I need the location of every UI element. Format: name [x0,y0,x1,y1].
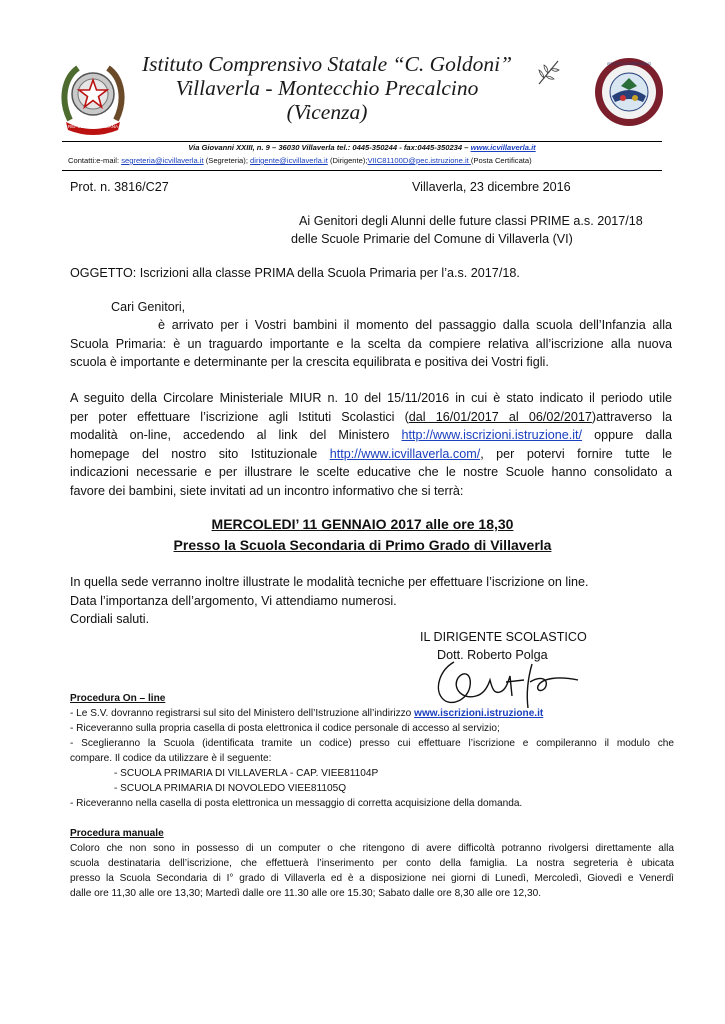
ministry-link[interactable]: http://www.iscrizioni.istruzione.it/ [401,428,583,442]
school-title-line1: Istituto Comprensivo Statale “C. Goldoni” [141,52,513,76]
manual-line1: Coloro che non sono in possesso di un computer o che ritengono di avere difficoltà potranno rivolgersi direttamente alla [70,843,674,854]
meeting-place: Presso la Scuola Secondaria di Primo Grado di Villaverla [173,537,552,553]
manual-heading: Procedura manuale [70,828,164,839]
school-title-line3: (Vicenza) [286,100,368,124]
website-link[interactable]: www.icvillaverla.it [470,143,536,152]
paragraph-intro [70,316,672,372]
school-code-novoledo: - SCUOLA PRIMARIA DI NOVOLEDO VIEE81105Q [114,783,347,794]
iscrizioni-link[interactable]: www.iscrizioni.istruzione.it [414,708,544,719]
manual-line4: dalle ore 11,30 alle ore 13,30; Martedì dalle ore 11.30 alle ore 15.30; Sabato dalle ore 8,30 alle ore 12,30. [70,888,541,899]
greeting: Cari Genitori, [111,300,186,314]
school-title-line2: Villaverla - Montecchio Precalcino [175,76,479,100]
online-step-confirm: - Riceveranno nella casella di posta elettronica un messaggio di corretta acquisizione della domanda. [70,798,523,809]
closing-line3: Cordiali saluti. [70,612,150,626]
circular-line1: A seguito della Circolare Ministeriale MIUR n. 10 del 15/11/2016 in cui è stato indicato il periodo utile [70,391,672,405]
institute-logo [593,56,665,128]
intro-line3: scuola è importante e determinante per la crescita equilibrata e positiva dei Vostri figli. [70,355,549,369]
contacts-line: Contatti:e-mail: segreteria@icvillaverla.it (Segreteria); dirigente@icvillaverla.it (Dirigente);VIIC81100D@pec.istruzione.it (Posta Certificata) [68,156,532,165]
online-step-choose: - Sceglieranno la Scuola (identificata tramite un codice) presso cui effettuare l’iscrizione e compileranno il modulo che [70,738,674,749]
emblem-ribbon-text: REPUBBLICA ITALIANA [67,124,119,129]
school-title [137,52,517,124]
meeting-date: MERCOLEDI’ 11 GENNAIO 2017 alle ore 18,30 [211,516,514,532]
online-procedure-section [70,691,674,811]
manual-procedure-section [70,826,674,901]
circular-line2: per poter effettuare l’iscrizione agli Istituti Scolastici (dal 16/01/2017 al 06/02/2017)attraverso la [70,409,672,424]
paragraph-closing [70,573,672,629]
closing-line2: Data l’importanza dell’argomento, Vi attendiamo numerosi. [70,593,397,608]
subject-line: OGGETTO: Iscrizioni alla classe PRIMA della Scuola Primaria per l’a.s. 2017/18. [70,266,520,280]
recipient-line1: Ai Genitori degli Alunni delle future classi PRIME a.s. 2017/18 [299,214,643,228]
online-step-register: - Le S.V. dovranno registrarsi sul sito del Ministero dell’Istruzione all’indirizzo www.iscrizioni.istruzione.it [70,708,544,719]
signer-name: Dott. Roberto Polga [437,648,548,662]
email-pec-link[interactable]: VIIC81100D@pec.istruzione.it [367,156,471,165]
manual-line3: presso la Scuola Secondaria di I° grado di Villaverla ed è a disposizione nei giorni di Lunedì, Mercoledì, Giovedì e Venerdì [70,873,674,884]
intro-line1: è arrivato per i Vostri bambini il momento del passaggio dalla scuola dell’Infanzia alla [158,318,672,332]
circular-line5: indicazioni necessarie e per illustrare le scelte educative che le nostre Scuole hanno consolidato a [70,465,672,479]
paragraph-circular [70,389,672,500]
circular-line4: homepage del nostro sito Istituzionale http://www.icvillaverla.com/, per potervi fornire tutte le [70,446,672,461]
recipient-line2: delle Scuole Primarie del Comune di Villaverla (VI) [291,232,573,246]
online-step-choose-cont: compare. Il codice da utilizzare è il seguente: [70,753,272,764]
place-date: Villaverla, 23 dicembre 2016 [412,180,571,194]
address-line: Via Giovanni XXIII, n. 9 – 36030 Villaverla tel.: 0445-350244 - fax:0445-350234 – www.icvillaverla.it [188,143,536,152]
online-heading: Procedura On – line [70,693,166,704]
institute-logo-text: ISTITUTO COMPRENSIVO [607,62,652,66]
online-step-code: - Riceveranno sulla propria casella di posta elettronica il codice personale di accesso al servizio; [70,723,500,734]
school-code-villaverla: - SCUOLA PRIMARIA DI VILLAVERLA - CAP. VIEE81104P [114,768,379,779]
school-site-link[interactable]: http://www.icvillaverla.com/ [329,446,481,461]
circular-line6: favore dei bambini, siete invitati ad un incontro informativo che si terrà: [70,483,464,498]
closing-line1: In quella sede verranno inoltre illustrate le modalità tecniche per effettuare l’iscrizione on line. [70,575,589,589]
circular-line3: modalità on-line, accedendo al link del Ministero http://www.iscrizioni.istruzione.it/ oppure dalla [70,428,672,442]
enrollment-dates: dal 16/01/2017 al 06/02/2017 [408,409,592,424]
email-dirigente-link[interactable]: dirigente@icvillaverla.it [250,156,328,165]
email-segreteria-link[interactable]: segreteria@icvillaverla.it [121,156,204,165]
decorative-branch-icon [536,58,562,86]
signer-title: IL DIRIGENTE SCOLASTICO [420,630,587,644]
protocol-number: Prot. n. 3816/C27 [70,180,169,194]
manual-line2: scuola destinataria dell’iscrizione, che effettuerà l’inserimento per conto della famiglia. La nostra segreteria è ubicata [70,858,674,869]
intro-line2: Scuola Primaria: è un traguardo importante e la scelta da compiere relativa all’iscrizione alla nuova [70,336,672,351]
